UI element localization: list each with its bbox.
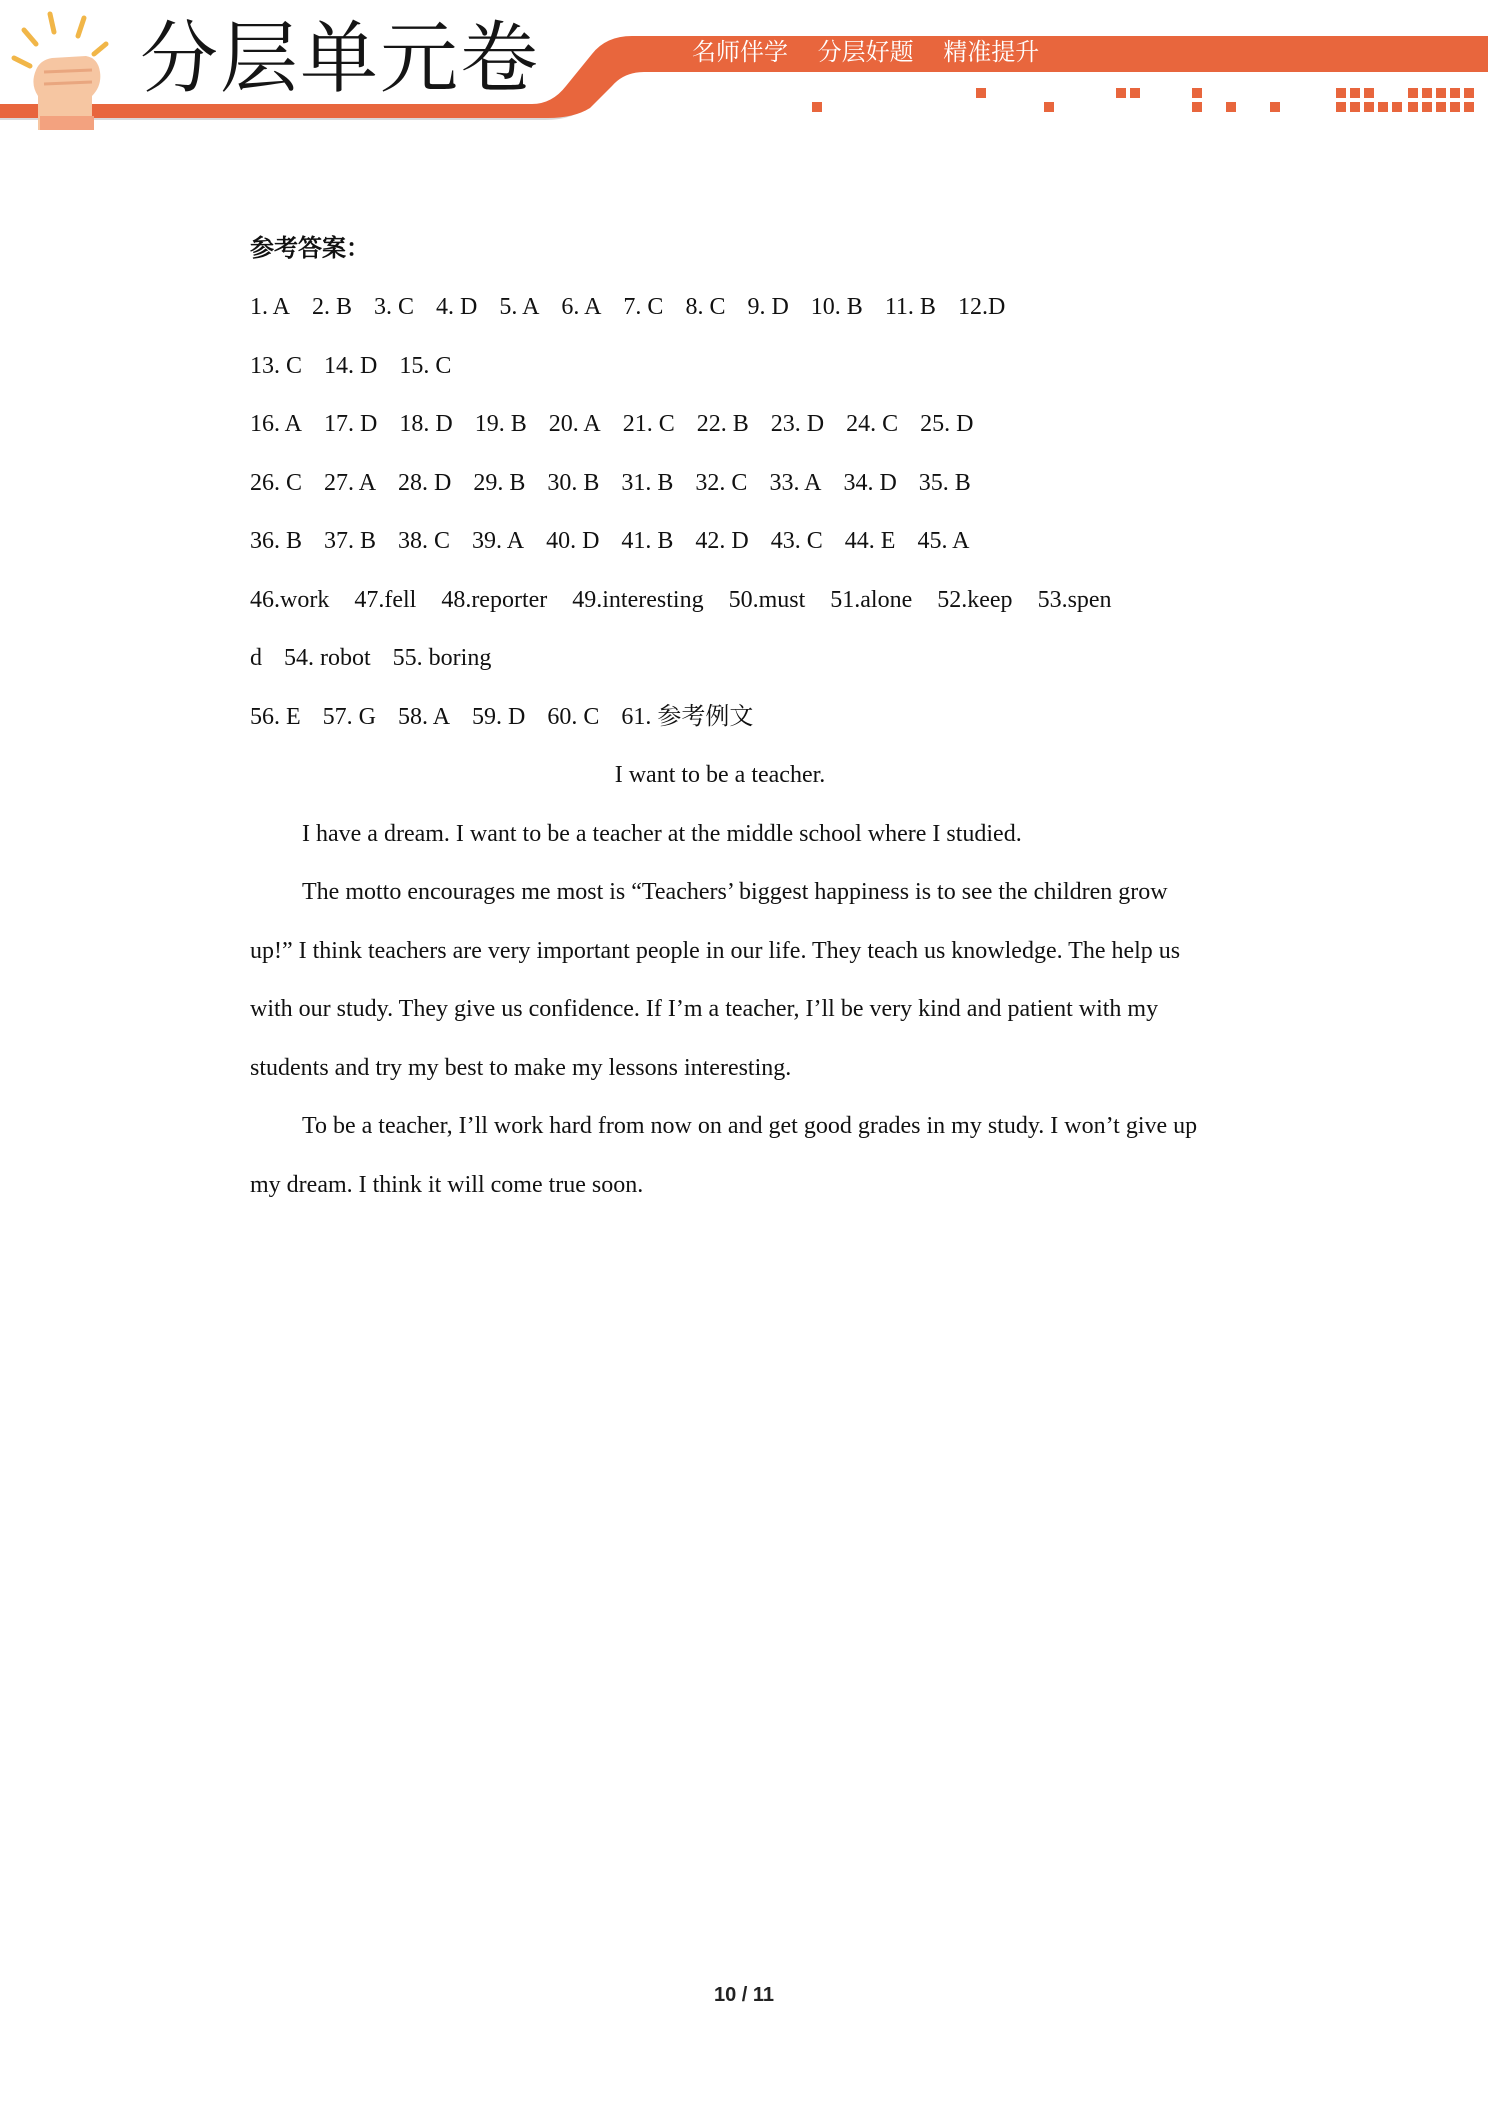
- answer-item: 20. A: [548, 411, 601, 437]
- answer-item: d: [250, 645, 262, 671]
- answer-line: [250, 337, 1250, 396]
- answer-item: 36. B: [250, 528, 303, 554]
- answer-item: 23. D: [770, 411, 825, 437]
- answer-line: [250, 571, 1250, 630]
- answer-line: [250, 454, 1250, 513]
- answer-item: 4. D: [436, 294, 478, 320]
- answer-item: 31. B: [621, 469, 674, 496]
- answer-item: 30. B: [547, 469, 600, 496]
- answer-item: 5. A: [499, 294, 540, 320]
- answer-line: [250, 395, 1250, 454]
- answer-item: 24. C: [846, 411, 899, 437]
- page-number: 10 / 11: [713, 1984, 775, 2006]
- answer-item: 54. robot: [284, 645, 371, 671]
- answer-item: 10. B: [810, 294, 863, 320]
- answer-item: 52.keep: [937, 586, 1013, 613]
- answer-item: 43. C: [770, 528, 823, 554]
- answer-item: 51.alone: [830, 586, 913, 613]
- answer-item: 58. A: [398, 703, 451, 730]
- answer-item: 47.fell: [354, 586, 417, 613]
- answer-item: 53.spen: [1037, 586, 1112, 613]
- answer-key-section: [250, 220, 1250, 1214]
- essay-paragraph: To be a teacher, I’ll work hard from now on and get good grades in my study. I won’t give up my dream. I think it will come true soon.: [250, 1113, 1198, 1198]
- answer-item: 13. C: [250, 352, 303, 379]
- essay-title: I want to be a teacher.: [614, 762, 826, 788]
- answer-item: 41. B: [621, 528, 674, 554]
- answer-item: 26. C: [250, 469, 303, 496]
- answer-item: 50.must: [728, 586, 806, 613]
- decorative-dots: [812, 88, 1474, 112]
- answer-item: 21. C: [622, 411, 675, 437]
- answer-item: 19. B: [474, 411, 527, 437]
- slogan-item: 分层好题: [817, 38, 914, 66]
- answer-item: 11. B: [884, 294, 936, 320]
- answer-item: 18. D: [399, 411, 453, 437]
- answer-item: 37. B: [324, 528, 377, 554]
- answer-item: 55. boring: [392, 645, 492, 671]
- answer-line: [250, 629, 1250, 688]
- answer-item: 42. D: [695, 528, 749, 554]
- answer-item: 28. D: [398, 469, 452, 496]
- brand-title: 分层单元卷: [140, 14, 541, 104]
- answer-item: 34. D: [843, 469, 897, 496]
- answer-line: [250, 688, 1250, 747]
- answer-item: 49.interesting: [572, 586, 704, 613]
- answer-item: 56. E: [250, 703, 301, 730]
- answer-item: 3. C: [374, 294, 415, 320]
- answer-line: [250, 512, 1250, 571]
- answer-item: 60. C: [547, 703, 600, 730]
- answer-item: 2. B: [312, 294, 353, 320]
- answer-item: 32. C: [695, 469, 748, 496]
- answer-item: 59. D: [472, 703, 526, 730]
- answer-item: 1. A: [250, 294, 291, 320]
- answer-item: 61. 参考例文: [621, 703, 754, 730]
- answer-item: 44. E: [844, 528, 896, 554]
- answer-key-heading: 参考答案：: [250, 236, 370, 262]
- answer-item: 29. B: [473, 469, 526, 496]
- essay-paragraph: I have a dream. I want to be a teacher at the middle school where I studied.: [302, 820, 1022, 847]
- answer-item: 35. B: [918, 469, 971, 496]
- answer-item: 38. C: [398, 528, 451, 554]
- answer-item: 48.reporter: [441, 586, 548, 613]
- answer-item: 40. D: [546, 528, 600, 554]
- slogan-item: 精准提升: [943, 38, 1040, 66]
- answer-item: 39. A: [472, 528, 525, 554]
- answer-item: 6. A: [561, 294, 602, 320]
- answer-item: 9. D: [747, 294, 789, 320]
- answer-item: 14. D: [324, 352, 378, 379]
- answer-item: 45. A: [917, 528, 970, 554]
- answer-item: 15. C: [399, 352, 452, 379]
- answer-item: 57. G: [322, 703, 377, 730]
- answer-item: 16. A: [250, 411, 303, 437]
- answer-item: 27. A: [324, 469, 377, 496]
- essay-paragraph: The motto encourages me most is “Teachers’ biggest happiness is to see the children grow up!” I think teachers are very important people in our life. They teach us knowledge. The help us with our study. They give us confidence. If I’m a teacher, I’ll be very kind and patient with my students and try my best to make my lessons interesting.: [250, 879, 1181, 1081]
- answer-line: [250, 278, 1250, 337]
- answer-item: 8. C: [685, 294, 726, 320]
- answer-item: 17. D: [324, 411, 378, 437]
- slogan-item: 名师伴学: [692, 38, 788, 66]
- answer-item: 7. C: [623, 294, 664, 320]
- answer-item: 12.D: [957, 294, 1006, 320]
- answer-item: 25. D: [920, 411, 974, 437]
- answer-item: 22. B: [696, 411, 749, 437]
- header-slogan: [692, 34, 1061, 70]
- answer-item: 46.work: [250, 586, 330, 613]
- answer-item: 33. A: [769, 469, 822, 496]
- page-header: [0, 0, 1488, 140]
